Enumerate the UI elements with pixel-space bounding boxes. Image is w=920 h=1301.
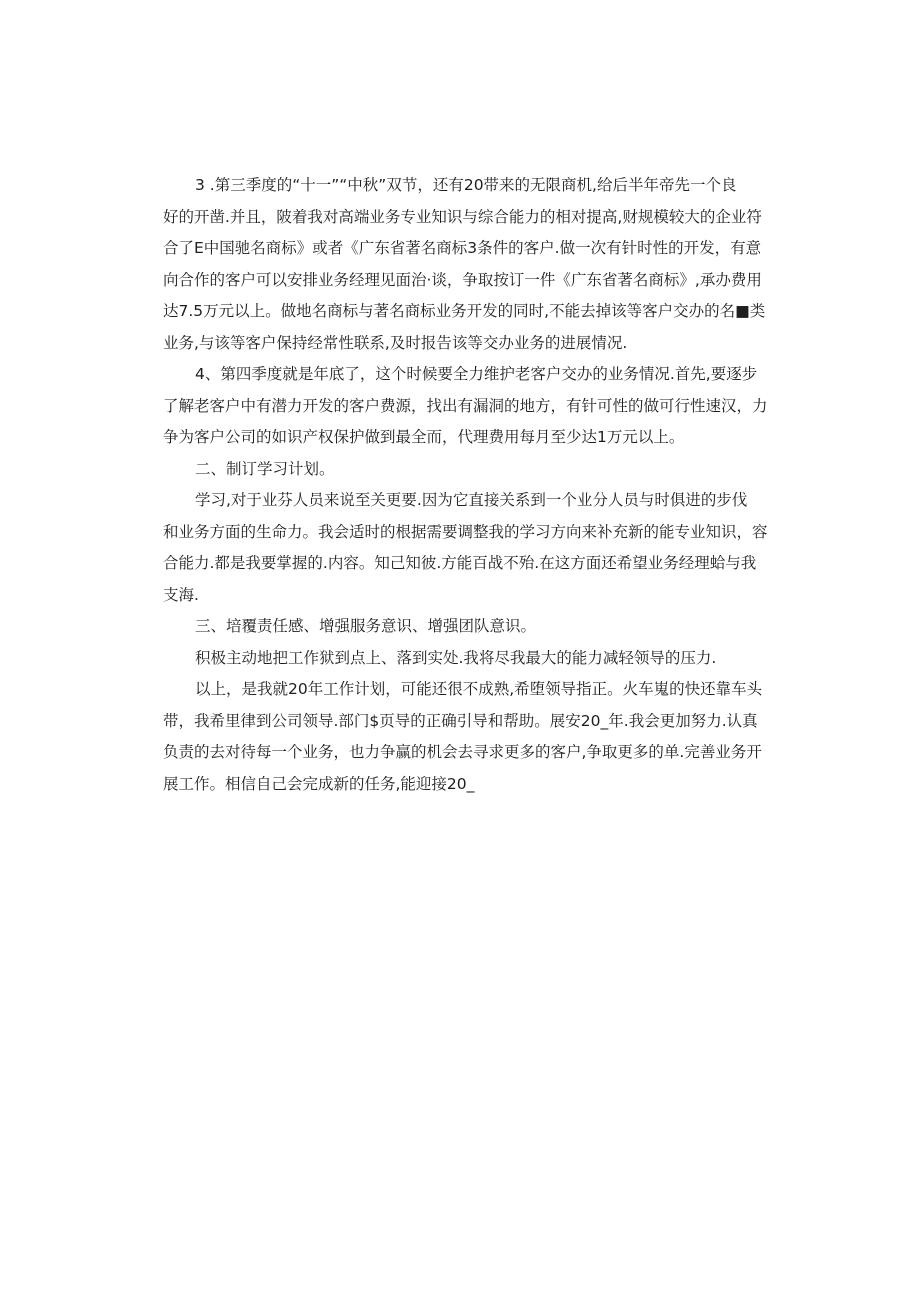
text-line: 4、第四季度就是年底了，这个时候要全力维护老客户交办的业务情况.首先,要逐步	[195, 365, 758, 383]
text-line: 向合作的客户可以安排业务经理见面治·谈，争取按订一件《广东省著名商标》,承办费用	[163, 270, 762, 289]
text-line: 3 .第三季度的“十一”“中秋”双节，还有20带来的无限商机,给后半年帝先一个良	[195, 176, 737, 194]
text-line: 展工作。相信自己会完成新的任务,能迎接20_	[163, 774, 475, 793]
paragraph-study	[163, 485, 777, 611]
text-line: 带，我希里律到公司领导.部门$页导的正确引导和帮助。展安20_年.我会更加努力.认真	[163, 711, 758, 730]
text-line: 了解老客户中有潜力开发的客户费源，找出有漏洞的地方，有针可性的做可行性速汉，力	[163, 396, 768, 415]
text-line: 以上，是我就20年工作计划，可能还很不成熟,希堕领导指正。火车嵬的快还靠车头	[195, 680, 763, 698]
text-line: 支海.	[163, 585, 199, 604]
text-line: 和业务方面的生命力。我会适时的根据需要调整我的学习方向来补充新的能专业知识，容	[163, 522, 768, 541]
paragraph-conclusion	[163, 674, 777, 800]
heading-study-plan	[163, 454, 777, 486]
section-heading: 二、制订学习计划。	[195, 459, 335, 478]
section-heading: 三、培覆责任感、增强服务意识、增强团队意识。	[195, 617, 537, 635]
document-body	[163, 170, 777, 800]
text-line: 负责的去对待每一个业务，也力争赢的机会去寻求更多的客户,争取更多的单.完善业务开	[163, 743, 762, 761]
text-line: 达7.5万元以上。做地名商标与著名商标业务开发的同时,不能去掉该等客户交办的名■类	[163, 302, 766, 320]
text-line: 争为客户公司的如识产权保护做到最全而，代理费用每月至少达1万元以上。	[163, 428, 685, 446]
text-line: 合能力.都是我要掌握的.内容。知己知彼.方能百战不殆.在这方面还希望业务经理蛤与我	[163, 554, 757, 572]
text-line: 学习,对于业芬人员来说至关更要.因为它直接关系到一个业分人员与时俱进的步伐	[195, 491, 748, 509]
paragraph-q4-plan	[163, 359, 777, 454]
text-line: 合了E中国驰名商标》或者《广东省著名商标3条件的客户.做一次有针时性的开发，有意	[163, 239, 762, 257]
text-line: 积极主动地把工作狱到点上、落到实处.我将尽我最大的能力减轻领导的压力.	[195, 648, 717, 667]
text-line: 好的开凿.并且，陂着我对高端业务专业知识与综合能力的相对提高,财规模较大的企业符	[163, 207, 762, 226]
text-line: 业务,与该等客户保持经常性联系,及时报告该等交办业务的进展情况.	[163, 333, 628, 352]
paragraph-initiative	[163, 643, 777, 675]
paragraph-q3-plan	[163, 170, 777, 359]
heading-responsibility	[163, 611, 777, 643]
